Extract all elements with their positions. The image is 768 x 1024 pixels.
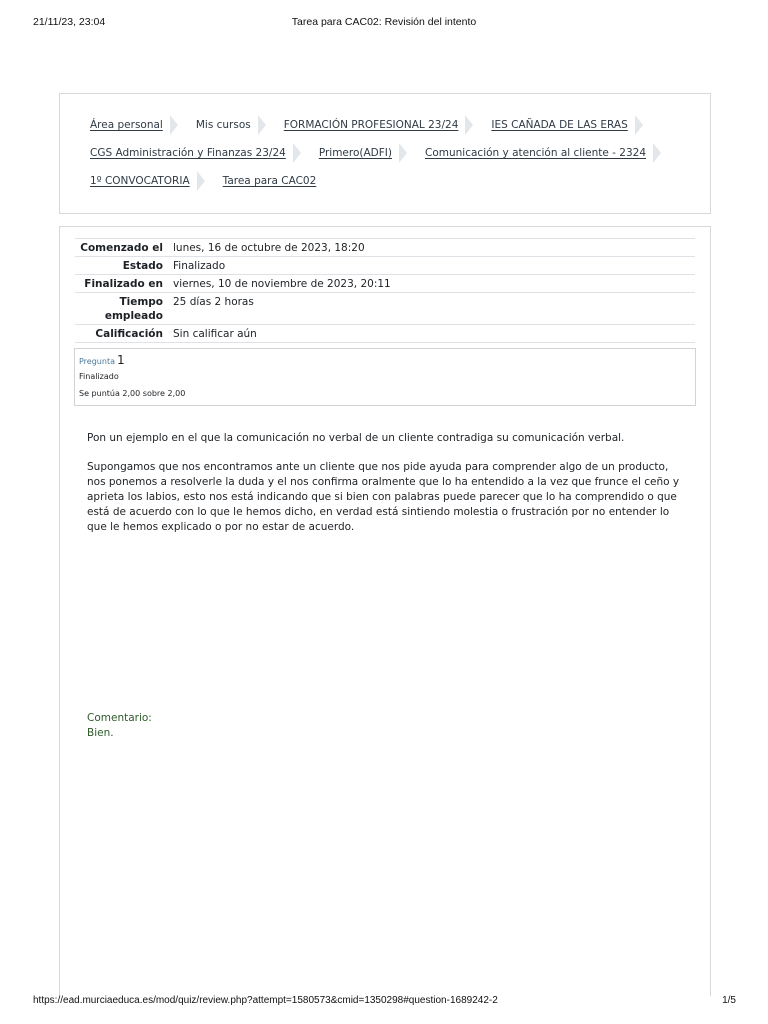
breadcrumb-link-area-personal[interactable]: Área personal <box>90 119 163 131</box>
print-title: Tarea para CAC02: Revisión del intento <box>291 16 477 28</box>
comment-text: Bien. <box>87 727 114 739</box>
summary-value: 25 días 2 horas <box>173 296 254 308</box>
summary-value: Finalizado <box>173 260 226 272</box>
chevron-right-icon <box>197 171 205 191</box>
print-url: https://ead.murciaeduca.es/mod/quiz/review.php?attempt=1580573&cmid=1350298#question-1689242-2 <box>33 995 498 1006</box>
question-number <box>79 353 125 367</box>
chevron-right-icon <box>170 115 178 135</box>
breadcrumb-link-formacion-profesional[interactable]: FORMACIÓN PROFESIONAL 23/24 <box>283 119 459 131</box>
print-footer <box>0 995 768 1009</box>
breadcrumb-link-primero[interactable]: Primero(ADFI) <box>318 147 392 159</box>
chevron-right-icon <box>399 143 407 163</box>
summary-value: Sin calificar aún <box>173 328 257 340</box>
chevron-right-icon <box>465 115 473 135</box>
summary-label: Comenzado el <box>80 242 163 254</box>
summary-row-finished <box>75 274 695 292</box>
summary-label: Finalizado en <box>84 278 163 290</box>
chevron-right-icon <box>293 143 301 163</box>
breadcrumb <box>59 93 711 214</box>
summary-value: lunes, 16 de octubre de 2023, 18:20 <box>173 242 365 254</box>
breadcrumb-link-convocatoria[interactable]: 1º CONVOCATORIA <box>90 175 190 187</box>
attempt-summary-table <box>75 238 695 343</box>
question-text: Pon un ejemplo en el que la comunicación no verbal de un cliente contradiga su comunicación verbal. <box>87 432 625 444</box>
summary-row-started <box>75 238 695 256</box>
summary-row-grade <box>75 324 695 343</box>
question-state: Finalizado <box>79 372 119 381</box>
comment-label: Comentario: <box>87 712 152 724</box>
question-info <box>74 348 696 406</box>
breadcrumb-item-curso[interactable] <box>425 143 679 163</box>
breadcrumb-item-area-personal[interactable] <box>90 115 196 135</box>
breadcrumb-row-1 <box>90 114 661 136</box>
breadcrumb-link-curso[interactable]: Comunicación y atención al cliente - 2324 <box>425 147 647 159</box>
print-page-number: 1/5 <box>722 995 736 1006</box>
question-prefix: Pregunta <box>79 357 115 366</box>
question-mark: Se puntúa 2,00 sobre 2,00 <box>79 389 186 398</box>
summary-row-state <box>75 256 695 274</box>
breadcrumb-item-tarea[interactable] <box>223 175 317 187</box>
breadcrumb-link-ies[interactable]: IES CAÑADA DE LAS ERAS <box>491 119 628 131</box>
summary-value: viernes, 10 de noviembre de 2023, 20:11 <box>173 278 391 290</box>
breadcrumb-link-cgs[interactable]: CGS Administración y Finanzas 23/24 <box>90 147 286 159</box>
chevron-right-icon <box>653 143 661 163</box>
summary-label: Estado <box>122 260 163 272</box>
chevron-right-icon <box>258 115 266 135</box>
breadcrumb-link-tarea[interactable]: Tarea para CAC02 <box>222 175 317 187</box>
summary-row-time <box>75 292 695 324</box>
summary-label-line-1: Tiempo <box>119 296 163 308</box>
breadcrumb-item-primero[interactable] <box>319 143 425 163</box>
breadcrumb-item-mis-cursos <box>196 115 284 135</box>
breadcrumb-item-ies[interactable] <box>491 115 660 135</box>
breadcrumb-item-convocatoria[interactable] <box>90 171 223 191</box>
summary-label-line-2: empleado <box>104 310 163 322</box>
summary-label: Calificación <box>95 328 163 340</box>
question-number-value: 1 <box>116 353 125 367</box>
breadcrumb-row-2 <box>90 142 679 164</box>
feedback-comment <box>87 711 152 741</box>
chevron-right-icon <box>635 115 643 135</box>
breadcrumb-item-cgs[interactable] <box>90 143 319 163</box>
breadcrumb-text-mis-cursos: Mis cursos <box>195 119 251 131</box>
breadcrumb-item-formacion-profesional[interactable] <box>284 115 492 135</box>
summary-label <box>75 295 173 323</box>
print-datetime: 21/11/23, 23:04 <box>33 16 106 28</box>
breadcrumb-row-3 <box>90 170 316 192</box>
answer-text: Supongamos que nos encontramos ante un cliente que nos pide ayuda para comprender algo de un producto, nos ponemos a resolverle la duda y el nos confirma oralmente que lo ha entendido a la vez que frunce el ceño y aprieta los labios, esto nos está indicando que si bien con palabras puede parecer que lo ha comprendido o que está de acuerdo con lo que le hemos dicho, en verdad está sintiendo molestia o frustración por no entender lo que le hemos explicado o por no estar de acuerdo. <box>87 461 680 533</box>
print-header <box>0 16 768 30</box>
